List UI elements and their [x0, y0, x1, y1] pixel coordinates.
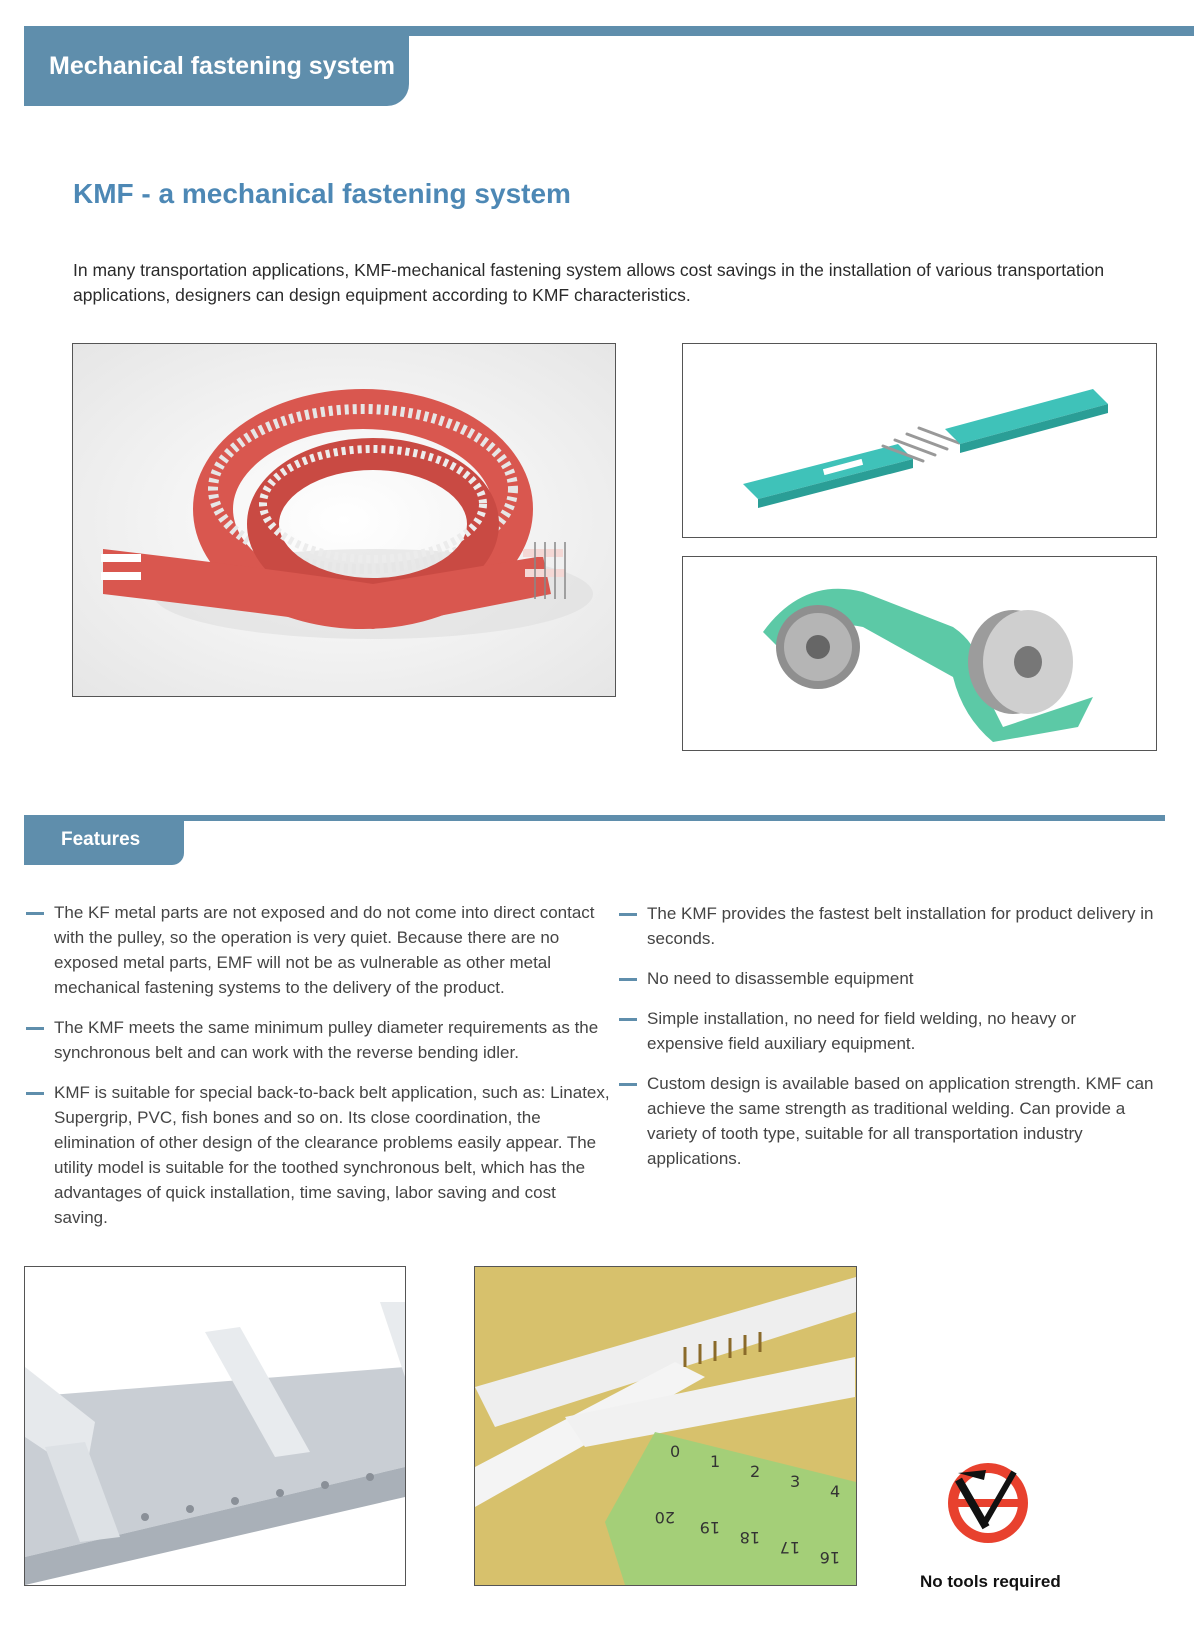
- svg-text:1: 1: [710, 1452, 721, 1471]
- grey-belt-illustration: [25, 1267, 405, 1585]
- grey-belt-photo: [24, 1266, 406, 1586]
- features-left-list: [24, 900, 614, 1245]
- svg-text:16: 16: [819, 1548, 840, 1567]
- intro-paragraph: In many transportation applications, KMF-mechanical fastening system allows cost savings in the installation of various transportation applications, designers can design equipment according to KMF characteristics.: [73, 260, 1105, 305]
- belt-ruler-illustration: [475, 1267, 856, 1585]
- features-right-list: [617, 901, 1157, 1186]
- list-item: The KMF provides the fastest belt installation for product delivery in seconds.: [617, 901, 1157, 951]
- red-belt-photo: [72, 343, 616, 697]
- svg-text:19: 19: [699, 1518, 720, 1537]
- svg-text:3: 3: [790, 1472, 801, 1491]
- list-item: No need to disassemble equipment: [617, 966, 1157, 991]
- features-title: Features: [24, 815, 184, 865]
- teal-belt-ends-diagram: [682, 343, 1157, 538]
- list-item: The KMF meets the same minimum pulley diameter requirements as the synchronous belt and can work with the reverse bending idler.: [24, 1015, 614, 1065]
- section-title: KMF - a mechanical fastening system: [73, 178, 571, 209]
- no-tools-icon: [938, 1448, 1038, 1548]
- svg-text:0: 0: [670, 1442, 681, 1461]
- teal-belt-ends-illustration: [683, 344, 1156, 537]
- svg-text:18: 18: [739, 1528, 760, 1547]
- belt-pulley-diagram: [682, 556, 1157, 751]
- red-belt-illustration: [73, 344, 615, 696]
- belt-ruler-photo: [474, 1266, 857, 1586]
- list-item: Simple installation, no need for field welding, no heavy or expensive field auxiliary equipment.: [617, 1006, 1157, 1056]
- svg-text:2: 2: [750, 1462, 761, 1481]
- no-tools-label: No tools required: [920, 1572, 1061, 1591]
- svg-text:20: 20: [654, 1508, 675, 1527]
- list-item: The KF metal parts are not exposed and do not come into direct contact with the pulley, so the operation is very quiet. Because there are no exposed metal parts, EMF will not be as vulnerable as other metal mechanical fastening systems to the delivery of the product.: [24, 900, 614, 1000]
- list-item: KMF is suitable for special back-to-back belt application, such as: Linatex, Supergrip, PVC, fish bones and so on. Its close coordination, the elimination of other design of the clearance problems easily appear. The utility model is suitable for the toothed synchronous belt, which has the advantages of quick installation, time saving, labor saving and cost saving.: [24, 1080, 614, 1230]
- list-item: Custom design is available based on application strength. KMF can achieve the same strength as traditional welding. Can provide a variety of tooth type, suitable for all transportation industry applications.: [617, 1071, 1157, 1171]
- svg-text:17: 17: [779, 1538, 800, 1557]
- features-rule: [24, 815, 1165, 821]
- belt-pulley-illustration: [683, 557, 1156, 750]
- svg-text:4: 4: [830, 1482, 841, 1501]
- header-title: Mechanical fastening system: [24, 26, 409, 106]
